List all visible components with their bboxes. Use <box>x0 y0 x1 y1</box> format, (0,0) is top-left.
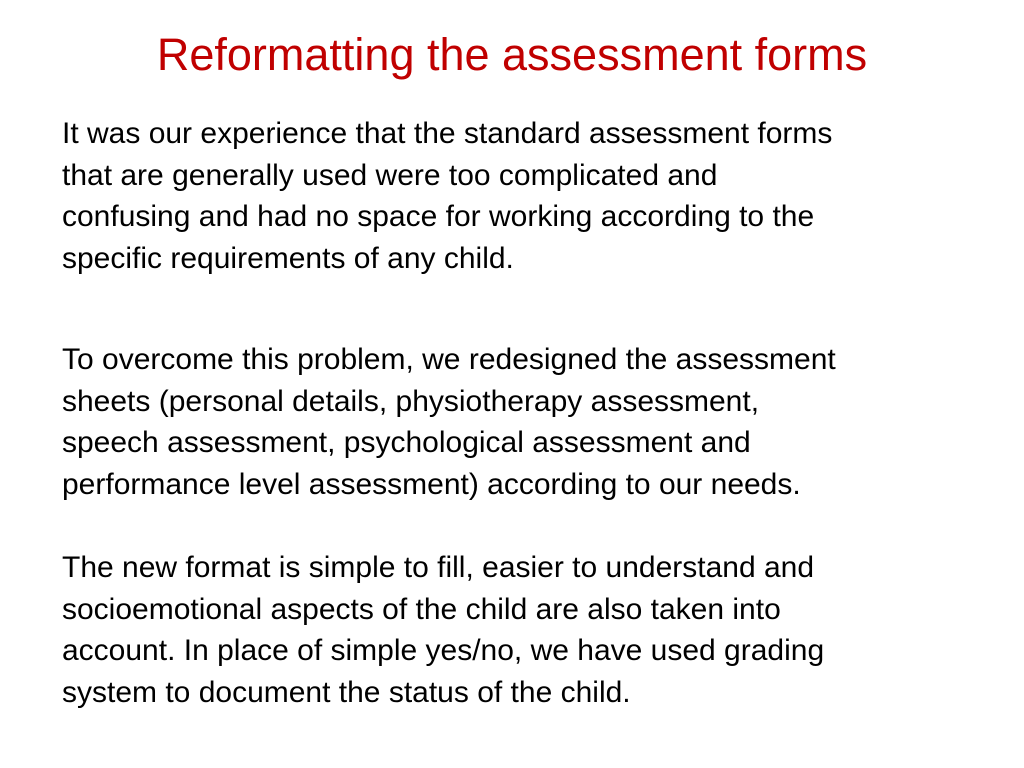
paragraph-line: socioemotional aspects of the child are also taken into <box>62 592 781 626</box>
paragraph-line: that are generally used were too complicated and <box>62 158 718 192</box>
paragraph-new-format <box>62 547 824 713</box>
paragraph-line: system to document the status of the child. <box>62 675 631 709</box>
paragraph-line: To overcome this problem, we redesigned the assessment <box>62 343 836 376</box>
paragraph-line: sheets (personal details, physiotherapy assessment, <box>62 384 760 418</box>
paragraph-line: specific requirements of any child. <box>62 241 514 275</box>
paragraph-line: account. In place of simple yes/no, we have used grading <box>62 634 825 667</box>
paragraph-experience <box>62 113 832 279</box>
paragraph-line: The new format is simple to fill, easier to understand and <box>62 551 815 584</box>
paragraph-redesign <box>62 339 836 505</box>
paragraph-line: performance level assessment) according to our needs. <box>62 467 801 501</box>
paragraph-line: speech assessment, psychological assessment and <box>62 426 751 459</box>
paragraph-line: It was our experience that the standard assessment forms <box>62 117 833 150</box>
paragraph-line: confusing and had no space for working according to the <box>62 200 815 233</box>
slide-title: Reformatting the assessment forms <box>156 29 868 80</box>
